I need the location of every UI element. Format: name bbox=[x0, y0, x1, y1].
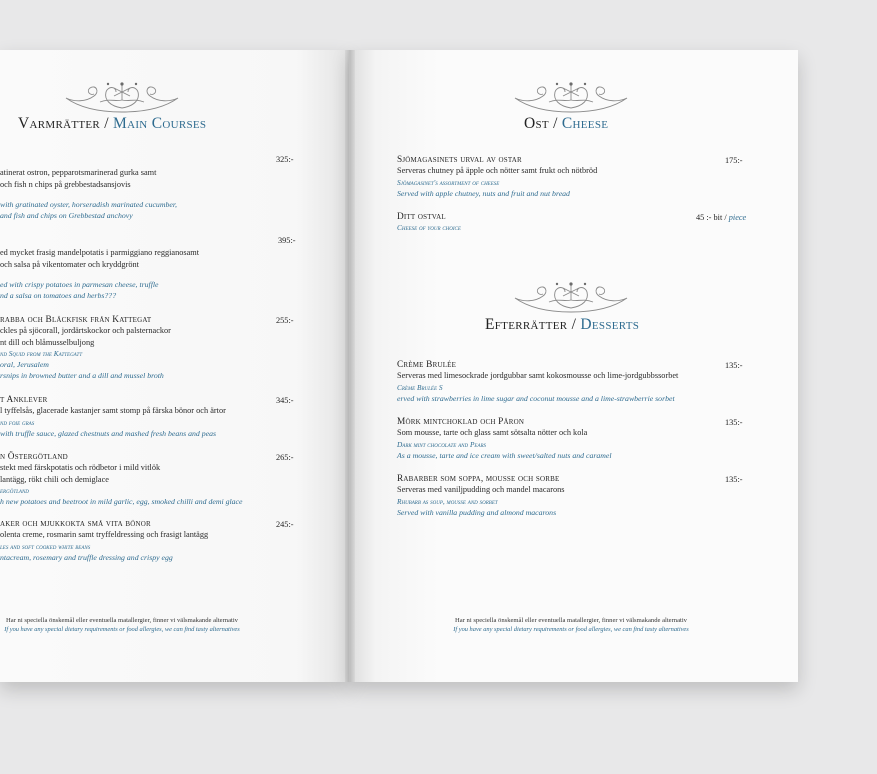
footer-english: If you have any special dietary requirements or food allergies, we can find tasty alternatives bbox=[4, 626, 240, 633]
menu-item bbox=[0, 395, 226, 439]
item-description-en: Served with apple chutney, nuts and fruit and nut bread bbox=[397, 188, 570, 198]
item-description-sv: och fish n chips på grebbestadsansjovis bbox=[0, 179, 131, 189]
item-name: Mörk mintchoklad och Päron bbox=[397, 417, 525, 427]
item-name-en: Cheese of your choice bbox=[397, 223, 461, 232]
footer-swedish: Har ni speciella önskemål eller eventuella matallergier, finner vi välsmakande alternativ bbox=[455, 617, 687, 624]
item-name-en: Rhubarb as soup, mousse and sorbet bbox=[397, 496, 498, 506]
item-name: rabba och Bläckfisk från Kattegat bbox=[0, 315, 152, 325]
heading-english: Cheese bbox=[561, 115, 609, 132]
item-description-sv: Serveras med limesockrade jordgubbar samt kokosmousse och lime-jordgubbssorbet bbox=[397, 371, 679, 380]
item-price: 345:- bbox=[276, 396, 294, 405]
item-price: 395:- bbox=[278, 236, 296, 245]
menu-item bbox=[397, 212, 461, 233]
item-name-en: les and soft cooked white beans bbox=[0, 541, 91, 551]
main-courses-heading bbox=[18, 115, 206, 133]
item-description-en: Served with vanilla pudding and almond macarons bbox=[397, 507, 557, 517]
item-description-sv: lantägg, rökt chili och demiglace bbox=[0, 474, 109, 484]
item-description-en: nd a salsa on tomatoes and herbs??? bbox=[0, 291, 117, 300]
item-description-sv: Som mousse, tarte och glass samt sötsalta nötter och kola bbox=[397, 428, 588, 437]
item-description-sv: Serveras chutney på äpple och nötter samt frukt och nötbröd bbox=[397, 166, 598, 175]
item-description-en: As a mousse, tarte and ice cream with sweet/salted nuts and caramel bbox=[397, 450, 612, 460]
item-description-en: h new potatoes and beetroot in mild garlic, egg, smoked chilli and demi glace bbox=[0, 497, 243, 506]
desserts-heading bbox=[485, 316, 639, 334]
item-description-sv: nt dill och blåmusselbuljong bbox=[0, 337, 95, 347]
heading-swedish: Varmrätter / bbox=[18, 115, 109, 132]
item-price: 255:- bbox=[276, 316, 294, 325]
item-description-sv: stekt med färskpotatis och rödbetor i mild vitlök bbox=[0, 463, 161, 472]
item-price: 175:- bbox=[725, 156, 743, 165]
item-description-sv: ckles på sjöcorall, jordärtskockor och palsternackor bbox=[0, 326, 171, 335]
menu-item bbox=[0, 315, 171, 381]
item-name: aker och mjukkokta små vita bönor bbox=[0, 519, 151, 529]
item-description-en: erved with strawberries in lime sugar and coconut mousse and a lime-strawberrie sorbet bbox=[397, 393, 675, 403]
item-name: Crème Brulée bbox=[397, 360, 457, 370]
item-description-sv: Serveras med vaniljpudding och mandel macarons bbox=[397, 485, 565, 494]
item-description-en: ntacream, rosemary and truffle dressing and crispy egg bbox=[0, 552, 173, 562]
item-name-en: Sjömagasinet's assortment of cheese bbox=[397, 177, 500, 187]
item-name: t Anklever bbox=[0, 395, 48, 405]
item-description-sv: och salsa på vikentomater och kryddgrönt bbox=[0, 259, 139, 269]
heading-english: Main Courses bbox=[113, 115, 207, 132]
item-name: Rabarber som soppa, mousse och sorbe bbox=[397, 474, 560, 484]
item-description-en: oral, Jerusalem bbox=[0, 360, 49, 369]
flourish-ornament-icon bbox=[60, 78, 184, 116]
item-description-en: with truffle sauce, glazed chestnuts and mashed fresh beans and peas bbox=[0, 428, 217, 438]
item-description-sv: olenta creme, rosmarin samt tryffeldressing och frasigt lantägg bbox=[0, 530, 209, 539]
left-page bbox=[0, 50, 349, 682]
menu-item bbox=[0, 452, 242, 507]
item-name-en: nd Squid from the Kattegatt bbox=[0, 349, 83, 358]
item-description-sv: l tyffelsås, glacerade kastanjer samt stomp på färska bönor och ärtor bbox=[0, 406, 226, 415]
heading-swedish: Ost / bbox=[524, 115, 558, 132]
heading-swedish: Efterrätter / bbox=[485, 316, 577, 333]
item-description-en: ed with crispy potatoes in parmesan cheese, truffle bbox=[0, 280, 159, 289]
item-name-en: nd foie gras bbox=[0, 417, 35, 427]
item-name-en: Crème Brulée S bbox=[397, 382, 443, 392]
item-price: 265:- bbox=[276, 453, 294, 462]
allergy-footer bbox=[0, 617, 312, 633]
item-name: n Östergötland bbox=[0, 452, 68, 462]
flourish-ornament-icon bbox=[509, 78, 633, 116]
heading-english: Desserts bbox=[580, 316, 640, 333]
item-price: 135:- bbox=[725, 361, 743, 370]
footer-english: If you have any special dietary requirements or food allergies, we can find tasty alternatives bbox=[453, 626, 689, 633]
item-price: 325:- bbox=[276, 155, 294, 164]
allergy-footer bbox=[381, 617, 761, 633]
menu-item bbox=[397, 474, 565, 518]
item-name: Ditt ostval bbox=[397, 212, 446, 222]
footer-swedish: Har ni speciella önskemål eller eventuella matallergier, finner vi välsmakande alternativ bbox=[6, 617, 238, 624]
item-price: 245:- bbox=[276, 520, 294, 529]
item-description-sv: ed mycket frasig mandelpotatis i parmiggiano reggianosamt bbox=[0, 248, 200, 257]
item-price: 135:- bbox=[725, 475, 743, 484]
flourish-ornament-icon bbox=[509, 278, 633, 316]
item-name-en: ergötland bbox=[0, 486, 29, 495]
book-spine-shadow bbox=[345, 50, 355, 682]
cheese-heading bbox=[524, 115, 608, 133]
price-unit: piece bbox=[728, 213, 747, 222]
menu-item bbox=[0, 167, 177, 221]
menu-item bbox=[0, 519, 208, 563]
item-name-en: Dark mint chocolate and Pears bbox=[397, 439, 487, 449]
menu-item bbox=[397, 155, 597, 199]
menu-item bbox=[0, 247, 199, 301]
price-value: 45 :- bit / bbox=[696, 213, 727, 222]
item-description-en: with gratinated oyster, horseradish marinated cucumber, bbox=[0, 200, 177, 209]
item-description-en: and fish and chips on Grebbestad anchovy bbox=[0, 211, 133, 220]
menu-item bbox=[397, 360, 678, 404]
item-description-en: rsnips in browned butter and a dill and mussel broth bbox=[0, 371, 164, 380]
item-price: 135:- bbox=[725, 418, 743, 427]
menu-item bbox=[397, 417, 612, 461]
right-page bbox=[349, 50, 798, 682]
item-price bbox=[696, 213, 746, 222]
item-description-sv: atinerat ostron, pepparotsmarinerad gurka samt bbox=[0, 168, 157, 177]
item-name: Sjömagasinets urval av ostar bbox=[397, 155, 522, 165]
